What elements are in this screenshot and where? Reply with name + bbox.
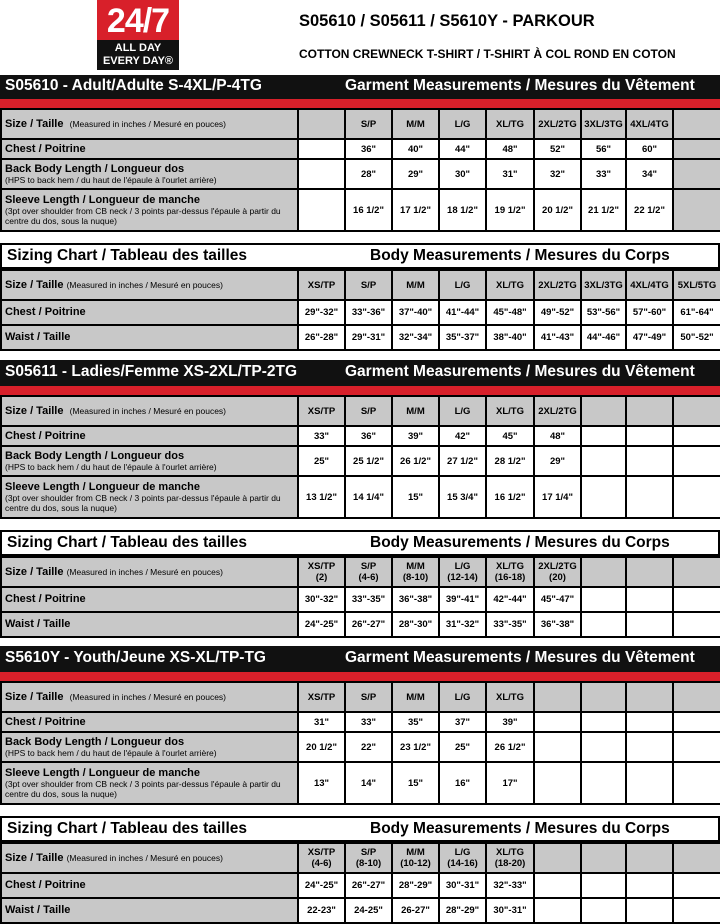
value-cell: 52" [534, 139, 581, 159]
size-label: Size / Taille (Measured in inches / Mesuré en pouces) [1, 843, 298, 873]
value-cell [581, 762, 626, 804]
value-cell [581, 873, 626, 898]
chest-row [1, 873, 720, 898]
empty-cell [626, 843, 673, 873]
waist-label: Waist / Taille [1, 898, 298, 923]
size-cell: XS/TP [298, 270, 345, 300]
size-label: Size / Taille (Measured in inches / Mesuré en pouces) [1, 270, 298, 300]
back-length-label: Back Body Length / Longueur dos (HPS to back hem / du haut de l'épaule à l'ourlet arrière) [1, 159, 298, 189]
value-cell: 33"-35" [486, 612, 534, 637]
value-cell [673, 762, 720, 804]
value-cell: 14 1/4" [345, 476, 392, 518]
empty-cell [673, 396, 720, 426]
value-cell [581, 712, 626, 732]
value-cell: 24"-25" [298, 612, 345, 637]
adult-garment-table [0, 108, 720, 232]
value-cell: 19 1/2" [486, 189, 534, 231]
value-cell: 23 1/2" [392, 732, 439, 762]
value-cell: 29"-32" [298, 300, 345, 325]
size-cell: 3XL/3TG [581, 109, 626, 139]
value-cell: 28"-29" [392, 873, 439, 898]
size-cell: M/M [392, 682, 439, 712]
value-cell: 45"-47" [534, 587, 581, 612]
value-cell: 30"-31" [486, 898, 534, 923]
value-cell: 27 1/2" [439, 446, 486, 476]
empty-cell [626, 396, 673, 426]
value-cell: 31"-32" [439, 612, 486, 637]
value-cell [581, 898, 626, 923]
size-cell: L/G (14-16) [439, 843, 486, 873]
size-cell: L/G (12-14) [439, 557, 486, 587]
value-cell: 15" [392, 762, 439, 804]
value-cell [581, 426, 626, 446]
sleeve-length-row [1, 476, 720, 518]
value-cell: 16 1/2" [486, 476, 534, 518]
value-cell [626, 426, 673, 446]
value-cell: 32"-34" [392, 325, 439, 350]
chest-row [1, 139, 720, 159]
page-subtitle: COTTON CREWNECK T-SHIRT / T-SHIRT À COL ROND EN COTON [299, 47, 676, 61]
value-cell [298, 139, 345, 159]
size-cell: M/M [392, 109, 439, 139]
value-cell: 33" [581, 159, 626, 189]
size-cell: S/P (8-10) [345, 843, 392, 873]
body-heading: Body Measurements / Mesures du Corps [370, 534, 670, 551]
value-cell [581, 476, 626, 518]
value-cell [626, 873, 673, 898]
sizing-title: Sizing Chart / Tableau des tailles [7, 247, 248, 264]
value-cell [298, 189, 345, 231]
size-cell: XL/TG [486, 270, 534, 300]
value-cell: 33" [345, 712, 392, 732]
empty-cell [581, 396, 626, 426]
value-cell: 21 1/2" [581, 189, 626, 231]
sizing-title: Sizing Chart / Tableau des tailles [7, 820, 248, 837]
size-row [1, 557, 720, 587]
logo-tagline: ALL DAY EVERY DAY® [97, 40, 179, 70]
value-cell: 33" [298, 426, 345, 446]
value-cell: 25 1/2" [345, 446, 392, 476]
size-row [1, 270, 720, 300]
value-cell: 26"-27" [345, 873, 392, 898]
size-row [1, 843, 720, 873]
value-cell: 15 3/4" [439, 476, 486, 518]
size-cell: XL/TG (18-20) [486, 843, 534, 873]
value-cell: 29" [534, 446, 581, 476]
value-cell: 25" [439, 732, 486, 762]
value-cell: 37"-40" [392, 300, 439, 325]
size-cell: L/G [439, 270, 486, 300]
chest-label: Chest / Poitrine [1, 426, 298, 446]
value-cell: 30"-32" [298, 587, 345, 612]
size-cell: XL/TG [486, 682, 534, 712]
size-cell: S/P [345, 396, 392, 426]
sleeve-length-row [1, 189, 720, 231]
chest-row [1, 426, 720, 446]
waist-row [1, 898, 720, 923]
size-cell: L/G [439, 682, 486, 712]
value-cell: 17" [486, 762, 534, 804]
value-cell: 32"-33" [486, 873, 534, 898]
value-cell: 20 1/2" [534, 189, 581, 231]
waist-label: Waist / Taille [1, 612, 298, 637]
size-label: Size / Taille (Measured in inches / Mesuré en pouces) [1, 557, 298, 587]
size-cell: XS/TP [298, 682, 345, 712]
youth-body-table [0, 842, 720, 924]
body-heading: Body Measurements / Mesures du Corps [370, 820, 670, 837]
youth-section-bar [0, 646, 720, 672]
value-cell: 53"-56" [581, 300, 626, 325]
value-cell [626, 612, 673, 637]
value-cell: 29" [392, 159, 439, 189]
empty-cell [673, 139, 720, 159]
size-cell: 2XL/2TG [534, 109, 581, 139]
size-cell: S/P (4-6) [345, 557, 392, 587]
value-cell: 18 1/2" [439, 189, 486, 231]
size-row [1, 396, 720, 426]
back-length-row [1, 446, 720, 476]
value-cell: 22 1/2" [626, 189, 673, 231]
value-cell: 45"-48" [486, 300, 534, 325]
chest-row [1, 712, 720, 732]
value-cell [298, 159, 345, 189]
value-cell [673, 732, 720, 762]
value-cell: 31" [298, 712, 345, 732]
size-cell: XL/TG (16-18) [486, 557, 534, 587]
header [0, 0, 720, 72]
value-cell [581, 612, 626, 637]
value-cell: 15" [392, 476, 439, 518]
value-cell: 26"-27" [345, 612, 392, 637]
value-cell: 22-23" [298, 898, 345, 923]
size-cell: 4XL/4TG [626, 109, 673, 139]
value-cell: 50"-52" [673, 325, 720, 350]
back-length-label: Back Body Length / Longueur dos (HPS to back hem / du haut de l'épaule à l'ourlet arrière) [1, 732, 298, 762]
value-cell [673, 476, 720, 518]
value-cell: 39" [486, 712, 534, 732]
value-cell: 38"-40" [486, 325, 534, 350]
chest-label: Chest / Poitrine [1, 139, 298, 159]
size-cell: M/M (8-10) [392, 557, 439, 587]
adult-body-table [0, 269, 720, 351]
value-cell: 44" [439, 139, 486, 159]
value-cell: 22" [345, 732, 392, 762]
logo-number: 24/7 [97, 0, 179, 40]
value-cell: 40" [392, 139, 439, 159]
size-cell: 2XL/2TG [534, 270, 581, 300]
value-cell: 28"-29" [439, 898, 486, 923]
value-cell: 49"-52" [534, 300, 581, 325]
value-cell: 33"-36" [345, 300, 392, 325]
value-cell [626, 446, 673, 476]
value-cell: 39" [392, 426, 439, 446]
size-cell: 3XL/3TG [581, 270, 626, 300]
value-cell [673, 898, 720, 923]
value-cell: 28 1/2" [486, 446, 534, 476]
value-cell [626, 732, 673, 762]
size-cell: 4XL/4TG [626, 270, 673, 300]
value-cell: 42"-44" [486, 587, 534, 612]
size-row [1, 682, 720, 712]
size-label: Size / Taille (Measured in inches / Mesuré en pouces) [1, 396, 298, 426]
sleeve-length-label: Sleeve Length / Longueur de manche (3pt over shoulder from CB neck / 3 points par-dessus l'épaule à partir du centre du dos, sous la nuque) [1, 189, 298, 231]
ladies-sizing-bar [0, 530, 720, 556]
youth-section-title: S5610Y - Youth/Jeune XS-XL/TP-TG [5, 649, 266, 666]
value-cell [673, 712, 720, 732]
value-cell: 47"-49" [626, 325, 673, 350]
value-cell [626, 587, 673, 612]
value-cell: 48" [486, 139, 534, 159]
value-cell: 32" [534, 159, 581, 189]
back-length-row [1, 159, 720, 189]
empty-cell [673, 159, 720, 189]
value-cell [581, 732, 626, 762]
size-cell: M/M [392, 396, 439, 426]
value-cell [673, 873, 720, 898]
empty-cell [673, 109, 720, 139]
value-cell: 26 1/2" [392, 446, 439, 476]
chest-row [1, 587, 720, 612]
size-cell: S/P [345, 270, 392, 300]
value-cell: 28"-30" [392, 612, 439, 637]
ladies-body-table [0, 556, 720, 638]
size-cell: XS/TP (4-6) [298, 843, 345, 873]
value-cell: 41"-43" [534, 325, 581, 350]
adult-sizing-bar [0, 243, 720, 269]
size-cell: L/G [439, 109, 486, 139]
waist-row [1, 612, 720, 637]
size-cell: M/M [392, 270, 439, 300]
size-cell [298, 109, 345, 139]
size-cell: S/P [345, 109, 392, 139]
red-divider [0, 99, 720, 108]
value-cell: 37" [439, 712, 486, 732]
youth-garment-table [0, 681, 720, 805]
value-cell: 26"-28" [298, 325, 345, 350]
ladies-section-title: S05611 - Ladies/Femme XS-2XL/TP-2TG [5, 363, 298, 380]
value-cell [626, 712, 673, 732]
value-cell: 42" [439, 426, 486, 446]
size-cell: XL/TG [486, 396, 534, 426]
value-cell: 61"-64" [673, 300, 720, 325]
chest-row [1, 300, 720, 325]
value-cell: 36" [345, 139, 392, 159]
size-row [1, 109, 720, 139]
value-cell: 36"-38" [534, 612, 581, 637]
value-cell: 36" [345, 426, 392, 446]
value-cell: 39"-41" [439, 587, 486, 612]
value-cell: 26 1/2" [486, 732, 534, 762]
value-cell: 48" [534, 426, 581, 446]
value-cell [626, 762, 673, 804]
value-cell: 16" [439, 762, 486, 804]
waist-label: Waist / Taille [1, 325, 298, 350]
value-cell: 31" [486, 159, 534, 189]
brand-logo [97, 0, 179, 70]
value-cell: 45" [486, 426, 534, 446]
size-cell: S/P [345, 682, 392, 712]
value-cell [626, 898, 673, 923]
value-cell: 35" [392, 712, 439, 732]
page-title: S05610 / S05611 / S5610Y - PARKOUR [299, 12, 595, 30]
chest-label: Chest / Poitrine [1, 300, 298, 325]
empty-cell [673, 557, 720, 587]
ladies-garment-table [0, 395, 720, 519]
size-cell: XS/TP [298, 396, 345, 426]
sizing-title: Sizing Chart / Tableau des tailles [7, 534, 248, 551]
value-cell: 28" [345, 159, 392, 189]
size-cell: XL/TG [486, 109, 534, 139]
value-cell: 25" [298, 446, 345, 476]
value-cell [581, 446, 626, 476]
chest-label: Chest / Poitrine [1, 712, 298, 732]
value-cell [534, 732, 581, 762]
youth-garment-heading: Garment Measurements / Mesures du Vêtement [345, 649, 695, 666]
value-cell [673, 446, 720, 476]
size-cell: M/M (10-12) [392, 843, 439, 873]
size-cell: L/G [439, 396, 486, 426]
empty-cell [581, 682, 626, 712]
value-cell: 16 1/2" [345, 189, 392, 231]
value-cell: 29"-31" [345, 325, 392, 350]
ladies-section-bar [0, 360, 720, 386]
size-cell: XS/TP (2) [298, 557, 345, 587]
adult-garment-heading: Garment Measurements / Mesures du Vêtement [345, 77, 695, 94]
value-cell [673, 612, 720, 637]
empty-cell [673, 843, 720, 873]
value-cell: 56" [581, 139, 626, 159]
youth-sizing-bar [0, 816, 720, 842]
value-cell: 36"-38" [392, 587, 439, 612]
value-cell [534, 762, 581, 804]
sleeve-length-row [1, 762, 720, 804]
value-cell [534, 898, 581, 923]
sleeve-length-label: Sleeve Length / Longueur de manche (3pt over shoulder from CB neck / 3 points par-dessus l'épaule à partir du centre du dos, sous la nuque) [1, 476, 298, 518]
empty-cell [626, 557, 673, 587]
red-divider [0, 386, 720, 395]
empty-cell [626, 682, 673, 712]
empty-cell [534, 843, 581, 873]
value-cell: 30" [439, 159, 486, 189]
value-cell: 17 1/2" [392, 189, 439, 231]
value-cell: 26-27" [392, 898, 439, 923]
red-divider [0, 672, 720, 681]
value-cell: 34" [626, 159, 673, 189]
value-cell: 17 1/4" [534, 476, 581, 518]
empty-cell [534, 682, 581, 712]
size-label: Size / Taille (Measured in inches / Mesuré en pouces) [1, 109, 298, 139]
sleeve-length-label: Sleeve Length / Longueur de manche (3pt over shoulder from CB neck / 3 points par-dessus l'épaule à partir du centre du dos, sous la nuque) [1, 762, 298, 804]
value-cell [581, 587, 626, 612]
value-cell [534, 712, 581, 732]
value-cell: 35"-37" [439, 325, 486, 350]
empty-cell [673, 189, 720, 231]
value-cell: 14" [345, 762, 392, 804]
empty-cell [581, 843, 626, 873]
chest-label: Chest / Poitrine [1, 873, 298, 898]
size-cell: 2XL/2TG [534, 396, 581, 426]
back-length-row [1, 732, 720, 762]
value-cell: 33"-35" [345, 587, 392, 612]
empty-cell [673, 682, 720, 712]
empty-cell [581, 557, 626, 587]
value-cell: 57"-60" [626, 300, 673, 325]
value-cell: 24-25" [345, 898, 392, 923]
value-cell: 20 1/2" [298, 732, 345, 762]
value-cell: 24"-25" [298, 873, 345, 898]
value-cell [534, 873, 581, 898]
value-cell: 13" [298, 762, 345, 804]
value-cell [626, 476, 673, 518]
value-cell: 41"-44" [439, 300, 486, 325]
value-cell: 60" [626, 139, 673, 159]
value-cell [673, 426, 720, 446]
size-cell: 5XL/5TG [673, 270, 720, 300]
value-cell: 30"-31" [439, 873, 486, 898]
value-cell: 44"-46" [581, 325, 626, 350]
size-cell: 2XL/2TG (20) [534, 557, 581, 587]
value-cell: 13 1/2" [298, 476, 345, 518]
body-heading: Body Measurements / Mesures du Corps [370, 247, 670, 264]
chest-label: Chest / Poitrine [1, 587, 298, 612]
adult-section-title: S05610 - Adult/Adulte S-4XL/P-4TG [5, 77, 262, 94]
value-cell [673, 587, 720, 612]
size-label: Size / Taille (Measured in inches / Mesuré en pouces) [1, 682, 298, 712]
back-length-label: Back Body Length / Longueur dos (HPS to back hem / du haut de l'épaule à l'ourlet arrière) [1, 446, 298, 476]
adult-section-bar [0, 75, 720, 99]
waist-row [1, 325, 720, 350]
ladies-garment-heading: Garment Measurements / Mesures du Vêtement [345, 363, 695, 380]
